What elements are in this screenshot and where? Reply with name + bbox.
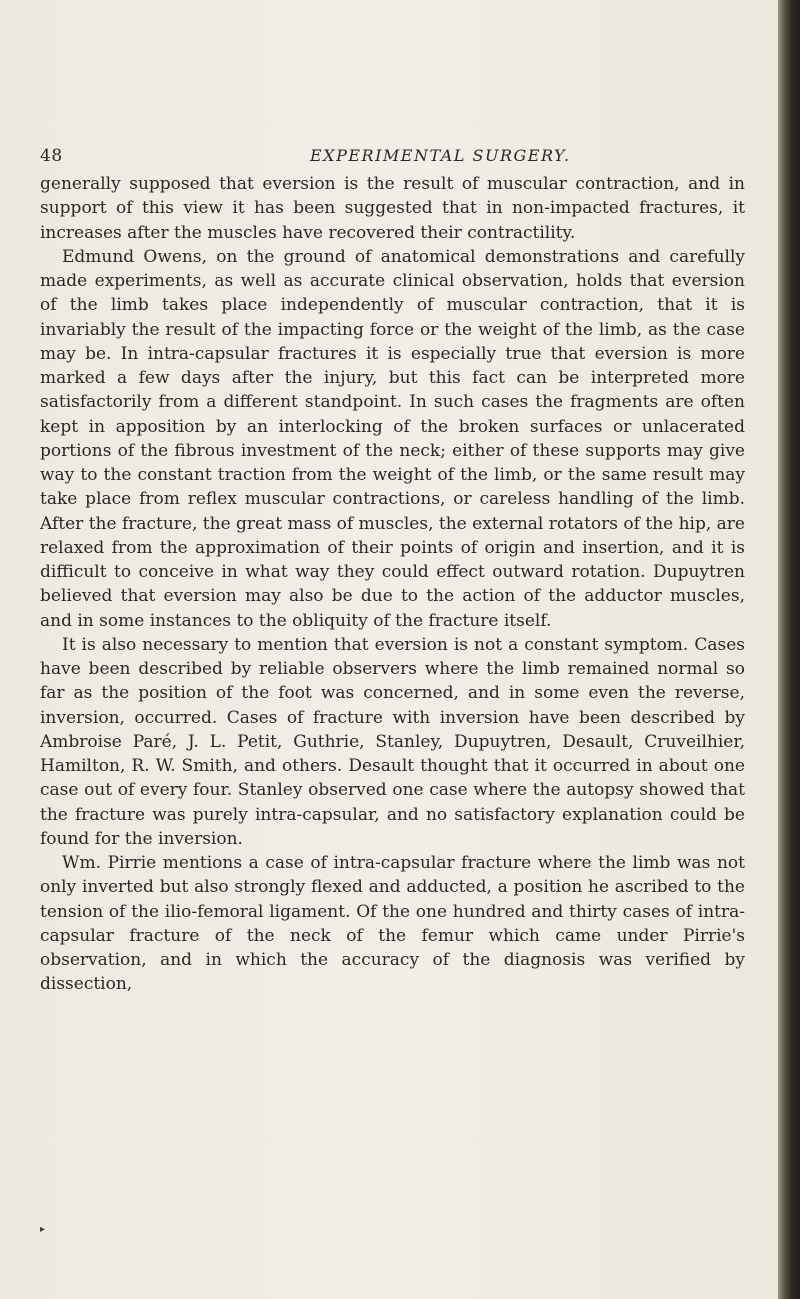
page-binding-edge	[778, 0, 800, 1299]
page-number: 48	[40, 146, 63, 166]
running-title: EXPERIMENTAL SURGERY.	[310, 146, 571, 165]
paragraph-pirrie: Wm. Pirrie mentions a case of intra-capsular fracture where the limb was not only inverted but also strongly flexed and adducted, a position he ascribed to the tension of the ilio-femoral ligament. Of the one hundred and thirty cases of intra-capsular fracture of the neck of the femur which came under Pirrie's observation, and in which the accuracy of the diagnosis was verified by dissection,	[40, 853, 745, 995]
paragraph-continued: generally supposed that eversion is the result of muscular contraction, and in support of this view it has been suggested that in non-impacted fractures, it increases after the muscles have recovered their contractility.	[40, 174, 745, 243]
print-speck: ▸	[40, 1224, 46, 1235]
page-header	[40, 146, 745, 170]
body-text	[40, 172, 745, 997]
paragraph-owens: Edmund Owens, on the ground of anatomical demonstrations and carefully made experiments, as well as accurate clinical observation, holds that eversion of the limb takes place independently of muscular contraction, that it is invariably the result of the impacting force or the weight of the limb, as the case may be. In intra-capsular fractures it is especially true that eversion is more marked a few days after the injury, but this fact can be interpreted more satisfactorily from a different standpoint. In such cases the fragments are often kept in apposition by an interlocking of the broken surfaces or unlacerated portions of the fibrous investment of the neck; either of these supports may give way to the constant traction from the weight of the limb, or the same result may take place from reflex muscular contractions, or careless handling of the limb. After the fracture, the great mass of muscles, the external rotators of the hip, are relaxed from the approximation of their points of origin and insertion, and it is difficult to conceive in what way they could effect outward rotation. Dupuytren believed that eversion may also be due to the action of the adductor muscles, and in some instances to the obliquity of the fracture itself.	[40, 246, 745, 631]
paragraph-eversion-not-constant: It is also necessary to mention that eversion is not a constant symptom. Cases have been described by reliable observers where the limb remained normal so far as the position of the foot was concerned, and in some even the reverse, inversion, occurred. Cases of fracture with inversion have been described by Ambroise Paré, J. L. Petit, Guthrie, Stanley, Dupuytren, Desault, Cruveilhier, Hamilton, R. W. Smith, and others. Desault thought that it occurred in about one case out of every four. Stanley observed one case where the autopsy showed that the fracture was purely intra-capsular, and no satisfactory explanation could be found for the inversion.	[40, 634, 745, 849]
